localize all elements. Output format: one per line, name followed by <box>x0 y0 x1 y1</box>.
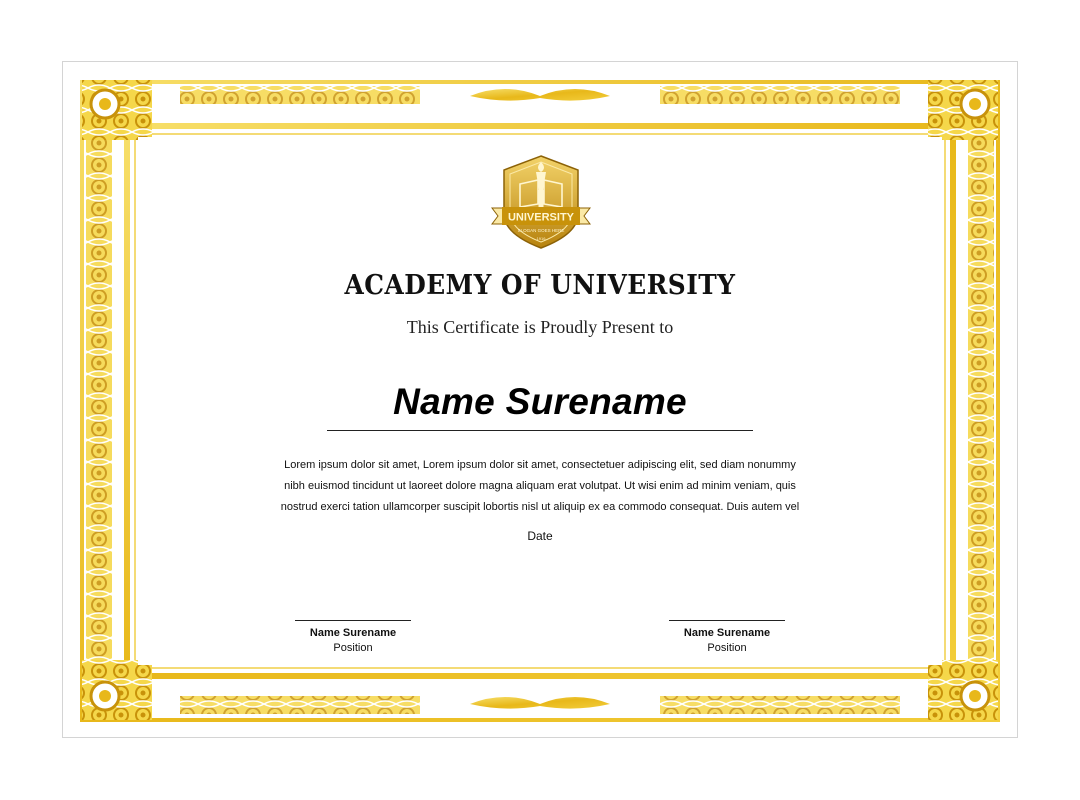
bottom-left-ornament-band <box>180 696 420 714</box>
signature-block-left <box>273 620 433 656</box>
body-line: nostrud exerci tation ullamcorper suscipit lobortis nisl ut aliquip ex ea commodo consequat. Duis autem vel <box>280 501 800 513</box>
bottom-right-ornament-band <box>660 696 900 714</box>
signatory-position: Position <box>333 642 373 654</box>
recipient-name: Name Surename <box>393 381 687 422</box>
signature-line <box>669 620 785 621</box>
date-label: Date <box>527 529 553 543</box>
logo-ribbon-text: UNIVERSITY <box>507 211 575 224</box>
left-ornament-band <box>86 140 112 660</box>
signatory-name: Name Surename <box>309 627 397 639</box>
university-logo <box>486 152 596 252</box>
corner-ornament-top-left <box>82 80 152 140</box>
signatory-name: Name Surename <box>683 627 771 639</box>
corner-ornament-bottom-left <box>82 660 152 720</box>
corner-ornament-bottom-right <box>928 660 998 720</box>
signatory-position: Position <box>707 642 747 654</box>
certificate-subtitle: This Certificate is Proudly Present to <box>406 317 674 337</box>
bottom-center-scroll <box>470 697 610 709</box>
top-center-scroll <box>470 89 610 101</box>
right-ornament-band <box>968 140 994 660</box>
logo-slogan: SLOGAN GOES HERE <box>517 228 565 233</box>
certificate-body <box>280 455 800 518</box>
top-right-ornament-band <box>660 86 900 104</box>
signature-line <box>295 620 411 621</box>
body-line: nibh euismod tincidunt ut laoreet dolore magna aliquam erat volutpat. Ut wisi enim ad minim veniam, quis <box>284 480 796 492</box>
logo-year: 1916 <box>536 236 546 241</box>
corner-ornament-top-right <box>928 80 998 140</box>
institution-title: ACADEMY OF UNIVERSITY <box>344 270 736 301</box>
signature-block-right <box>647 620 807 656</box>
torch-book-shield-icon <box>486 152 596 252</box>
top-left-ornament-band <box>180 86 420 104</box>
body-line: Lorem ipsum dolor sit amet, Lorem ipsum dolor sit amet, consectetuer adipiscing elit, sed diam nonummy <box>284 459 796 471</box>
recipient-underline <box>327 430 753 431</box>
